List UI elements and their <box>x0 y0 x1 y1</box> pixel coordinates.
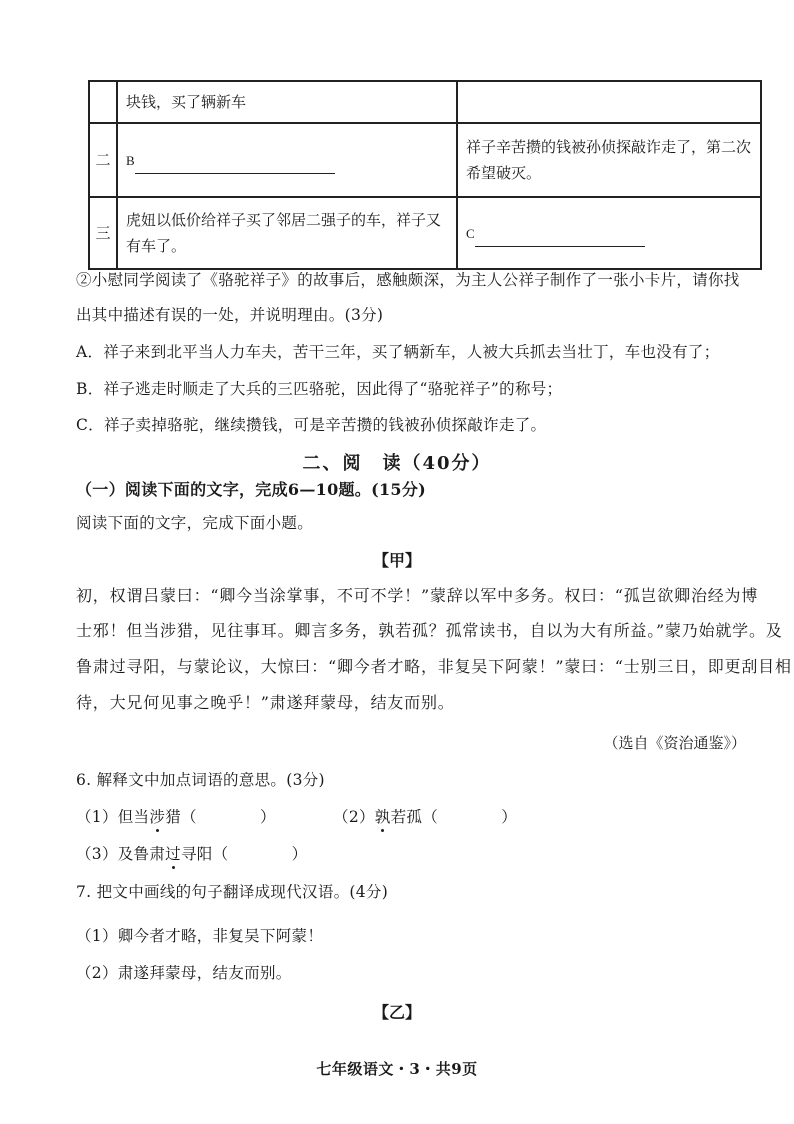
reading-instruction: 阅读下面的文字，完成下面小题。 <box>76 514 314 532</box>
question-6-item-1: （1）但当涉猎（ ） <box>76 805 276 827</box>
table-row <box>89 197 761 269</box>
option-a: A．祥子来到北平当人力车夫，苦干三年，买了辆新车，人被大兵抓去当壮丁，车也没有了； <box>76 343 720 361</box>
row-right-cell: 祥子辛苦攒的钱被孙侦探敲诈走了，第二次希望破灭。 <box>457 123 761 197</box>
question-7-item-2: （2）肃遂拜蒙母，结友而别。 <box>76 964 292 982</box>
question-6: 6. 解释文中加点词语的意思。(3分) <box>76 771 325 789</box>
answer-blank-b[interactable] <box>135 155 335 174</box>
passage-jia-heading: 【甲】 <box>372 551 421 570</box>
dotted-character: 孰 <box>375 805 391 827</box>
row-left-cell: 块钱，买了辆新车 <box>117 81 457 123</box>
part-1-heading: （一）阅读下面的文字，完成6—10题。(15分) <box>76 480 427 499</box>
option-b: B．祥子逃走时顺走了大兵的三匹骆驼，因此得了“骆驼祥子”的称号； <box>76 380 563 398</box>
row-right-cell <box>457 197 761 269</box>
question-7: 7. 把文中画线的句子翻译成现代汉语。(4分) <box>76 883 389 901</box>
passage-source: （选自《资治通鉴》） <box>603 734 746 752</box>
question-6-items-row <box>76 805 517 827</box>
passage-line-2: 士邪！但当涉猎，见往事耳。卿言多务，孰若孤？孤常读书，自以为大有所益。”蒙乃始就学。及 <box>76 621 783 640</box>
passage-line-1: 初，权谓吕蒙曰：“卿今当涂掌事，不可不学！”蒙辞以军中多务。权曰：“孤岂欲卿治经为博 <box>76 586 759 605</box>
blank-label-c: C <box>466 225 475 241</box>
question-2-line-2: 出其中描述有误的一处，并说明理由。(3分) <box>76 306 384 324</box>
story-table <box>88 80 762 270</box>
row-number <box>89 81 117 123</box>
table-row <box>89 81 761 123</box>
passage-yi-heading: 【乙】 <box>372 1003 421 1022</box>
dotted-character: 过 <box>165 842 181 864</box>
section-title: 二、阅 读（40分） <box>302 453 492 474</box>
page-footer: 七年级语文・3・共9页 <box>316 1060 478 1078</box>
row-number: 二 <box>89 123 117 197</box>
row-right-cell <box>457 81 761 123</box>
row-number: 三 <box>89 197 117 269</box>
row-left-cell: 虎妞以低价给祥子买了邻居二强子的车，祥子又有车了。 <box>117 197 457 269</box>
question-7-item-1: （1）卿今者才略，非复吴下阿蒙！ <box>76 927 324 945</box>
option-c: C．祥子卖掉骆驼，继续攒钱，可是辛苦攒的钱被孙侦探敲诈走了。 <box>76 416 547 434</box>
passage-line-3: 鲁肃过寻阳，与蒙论议，大惊曰：“卿今者才略，非复吴下阿蒙！”蒙曰：“士别三日，即更刮目相 <box>76 657 792 676</box>
question-6-item-2: （2）孰若孤（ ） <box>333 805 517 827</box>
passage-line-4: 待，大兄何见事之晚乎！”肃遂拜蒙母，结友而别。 <box>76 693 455 712</box>
table-row <box>89 123 761 197</box>
dotted-character: 涉 <box>149 805 165 827</box>
row-left-cell <box>117 123 457 197</box>
question-6-item-3: （3）及鲁肃过寻阳（ ） <box>76 842 307 864</box>
answer-blank-c[interactable] <box>475 228 645 247</box>
blank-label-b: B <box>126 152 135 168</box>
question-2-line-1: ②小慰同学阅读了《骆驼祥子》的故事后，感触颇深，为主人公祥子制作了一张小卡片，请你找 <box>76 271 740 289</box>
